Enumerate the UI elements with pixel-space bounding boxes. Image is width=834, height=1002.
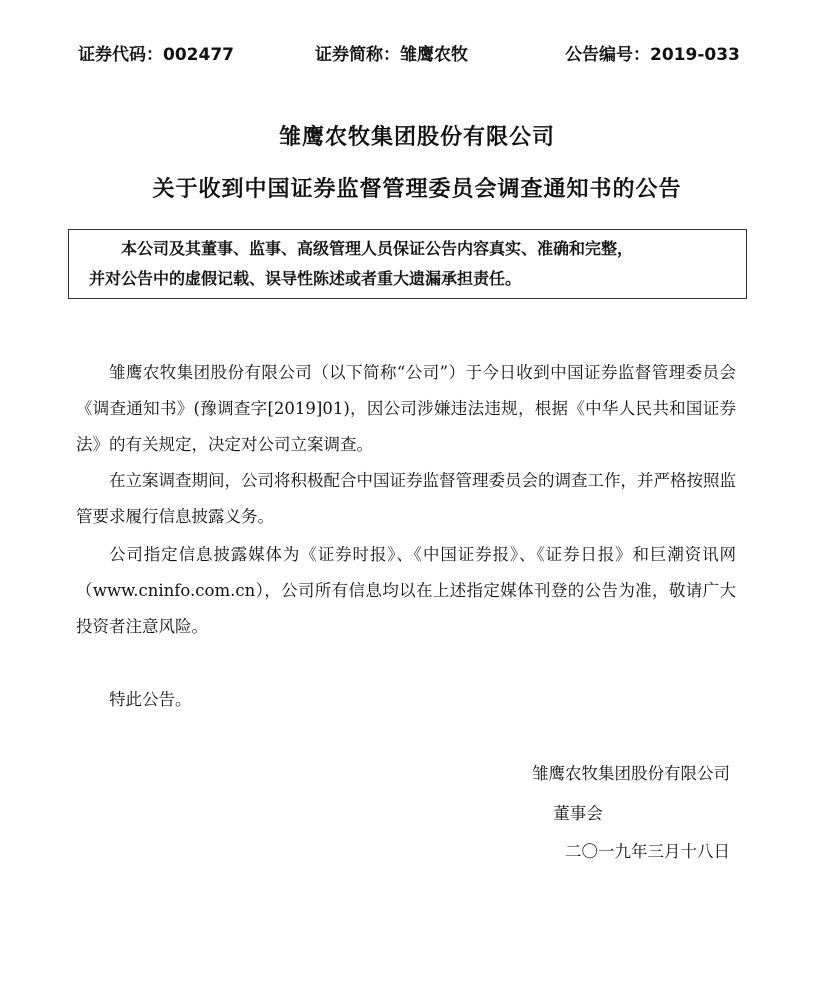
stock-code: 证券代码：002477 bbox=[78, 45, 234, 65]
announcement-number: 公告编号：2019-033 bbox=[565, 45, 740, 65]
paragraph-text: 公司指定信息披露媒体为《证券时报》、《中国证券报》、《证券日报》和巨潮资讯网（www.cninfo.com.cn），公司所有信息均以在上述指定媒体刊登的公告为准，敬请广大投资者注意风险。 bbox=[76, 545, 736, 636]
closing-text: 特此公告。 bbox=[109, 690, 192, 709]
paragraph-text: 雏鹰农牧集团股份有限公司（以下简称“公司”）于今日收到中国证券监督管理委员会《调查通知书》(豫调查字[2019]01)，因公司涉嫌违法违规，根据《中华人民共和国证券法》的有关规定，决定对公司立案调查。 bbox=[76, 363, 736, 454]
document-header bbox=[0, 40, 834, 66]
signature-date: 二〇一九年三月十八日 bbox=[565, 842, 730, 861]
disclaimer-line-2: 并对公告中的虚假记载、误导性陈述或者重大遗漏承担责任。 bbox=[89, 269, 522, 288]
body-paragraph-2 bbox=[76, 463, 736, 535]
body-paragraph-1 bbox=[76, 355, 736, 463]
disclaimer-box bbox=[68, 229, 747, 299]
stock-abbreviation: 证券简称：雏鹰农牧 bbox=[315, 45, 468, 65]
disclaimer-line-1: 本公司及其董事、监事、高级管理人员保证公告内容真实、准确和完整， bbox=[121, 239, 634, 258]
company-title: 雏鹰农牧集团股份有限公司 bbox=[278, 125, 555, 150]
body-paragraph-3 bbox=[76, 537, 736, 645]
closing-line bbox=[76, 682, 736, 718]
paragraph-text: 在立案调查期间，公司将积极配合中国证券监督管理委员会的调查工作，并严格按照监管要求履行信息披露义务。 bbox=[76, 471, 736, 526]
signature-company: 雏鹰农牧集团股份有限公司 bbox=[532, 764, 730, 783]
announcement-title: 关于收到中国证券监督管理委员会调查通知书的公告 bbox=[152, 177, 682, 202]
signature-board: 董事会 bbox=[553, 804, 603, 823]
